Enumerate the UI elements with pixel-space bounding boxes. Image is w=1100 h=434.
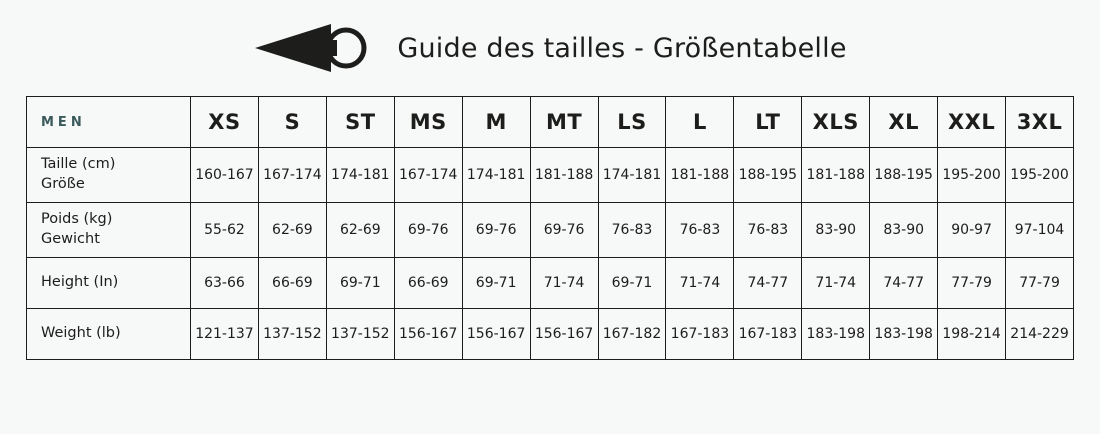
- cell: 71-74: [666, 258, 734, 309]
- col-header-xxl: XXL: [938, 97, 1006, 148]
- cell: 66-69: [258, 258, 326, 309]
- cell: 76-83: [598, 203, 666, 258]
- table-row: [27, 148, 1074, 203]
- col-header-ls: LS: [598, 97, 666, 148]
- col-header-xls: XLS: [802, 97, 870, 148]
- cell: 174-181: [598, 148, 666, 203]
- cell: 156-167: [394, 309, 462, 360]
- row-label-line: Height (In): [41, 274, 119, 291]
- cell: 188-195: [734, 148, 802, 203]
- cell: 77-79: [1006, 258, 1074, 309]
- col-header-m: M: [462, 97, 530, 148]
- row-label-line: Größe: [41, 176, 85, 192]
- table-header-row: [27, 97, 1074, 148]
- row-label-line: Poids (kg): [41, 211, 113, 228]
- col-header-3xl: 3XL: [1006, 97, 1074, 148]
- cell: 167-174: [258, 148, 326, 203]
- cell: 74-77: [870, 258, 938, 309]
- cell: 181-188: [530, 148, 598, 203]
- size-table-body: [27, 148, 1074, 360]
- row-label-weight-kg: [27, 203, 191, 258]
- cell: 90-97: [938, 203, 1006, 258]
- col-header-lt: LT: [734, 97, 802, 148]
- cell: 198-214: [938, 309, 1006, 360]
- row-label-line: Taille (cm): [41, 156, 116, 173]
- table-row: [27, 309, 1074, 360]
- brand-logo: [253, 22, 373, 74]
- cell: 137-152: [326, 309, 394, 360]
- cell: 62-69: [326, 203, 394, 258]
- table-corner-label: MEN: [27, 97, 191, 148]
- cell: 167-183: [734, 309, 802, 360]
- cell: 156-167: [530, 309, 598, 360]
- row-label-line: Gewicht: [41, 231, 100, 247]
- col-header-mt: MT: [530, 97, 598, 148]
- cell: 181-188: [666, 148, 734, 203]
- size-table-head: [27, 97, 1074, 148]
- cell: 160-167: [191, 148, 259, 203]
- cell: 69-71: [598, 258, 666, 309]
- cell: 69-76: [394, 203, 462, 258]
- cell: 214-229: [1006, 309, 1074, 360]
- row-label-line: Weight (lb): [41, 325, 121, 342]
- cell: 62-69: [258, 203, 326, 258]
- col-header-l: L: [666, 97, 734, 148]
- cell: 181-188: [802, 148, 870, 203]
- cell: 76-83: [666, 203, 734, 258]
- cell: 183-198: [870, 309, 938, 360]
- cell: 71-74: [802, 258, 870, 309]
- row-label-weight-lb: [27, 309, 191, 360]
- col-header-xs: XS: [191, 97, 259, 148]
- cell: 83-90: [802, 203, 870, 258]
- row-label-height-in: [27, 258, 191, 309]
- row-label-height-cm: [27, 148, 191, 203]
- size-table-container: [26, 96, 1074, 360]
- cell: 69-71: [326, 258, 394, 309]
- cell: 66-69: [394, 258, 462, 309]
- cell: 69-76: [462, 203, 530, 258]
- cell: 63-66: [191, 258, 259, 309]
- cell: 121-137: [191, 309, 259, 360]
- cell: 74-77: [734, 258, 802, 309]
- cell: 76-83: [734, 203, 802, 258]
- cell: 69-76: [530, 203, 598, 258]
- cell: 69-71: [462, 258, 530, 309]
- cell: 156-167: [462, 309, 530, 360]
- cell: 97-104: [1006, 203, 1074, 258]
- col-header-xl: XL: [870, 97, 938, 148]
- page-header: [0, 0, 1100, 96]
- cell: 167-182: [598, 309, 666, 360]
- cell: 167-174: [394, 148, 462, 203]
- cell: 167-183: [666, 309, 734, 360]
- arrow-circle-logo-icon: [253, 22, 373, 74]
- col-header-ms: MS: [394, 97, 462, 148]
- cell: 71-74: [530, 258, 598, 309]
- cell: 183-198: [802, 309, 870, 360]
- table-row: [27, 258, 1074, 309]
- size-table: [26, 96, 1074, 360]
- cell: 55-62: [191, 203, 259, 258]
- cell: 174-181: [462, 148, 530, 203]
- cell: 83-90: [870, 203, 938, 258]
- col-header-st: ST: [326, 97, 394, 148]
- cell: 195-200: [1006, 148, 1074, 203]
- cell: 137-152: [258, 309, 326, 360]
- col-header-s: S: [258, 97, 326, 148]
- cell: 188-195: [870, 148, 938, 203]
- page-title: Guide des tailles - Größentabelle: [397, 32, 847, 64]
- cell: 195-200: [938, 148, 1006, 203]
- cell: 77-79: [938, 258, 1006, 309]
- table-row: [27, 203, 1074, 258]
- cell: 174-181: [326, 148, 394, 203]
